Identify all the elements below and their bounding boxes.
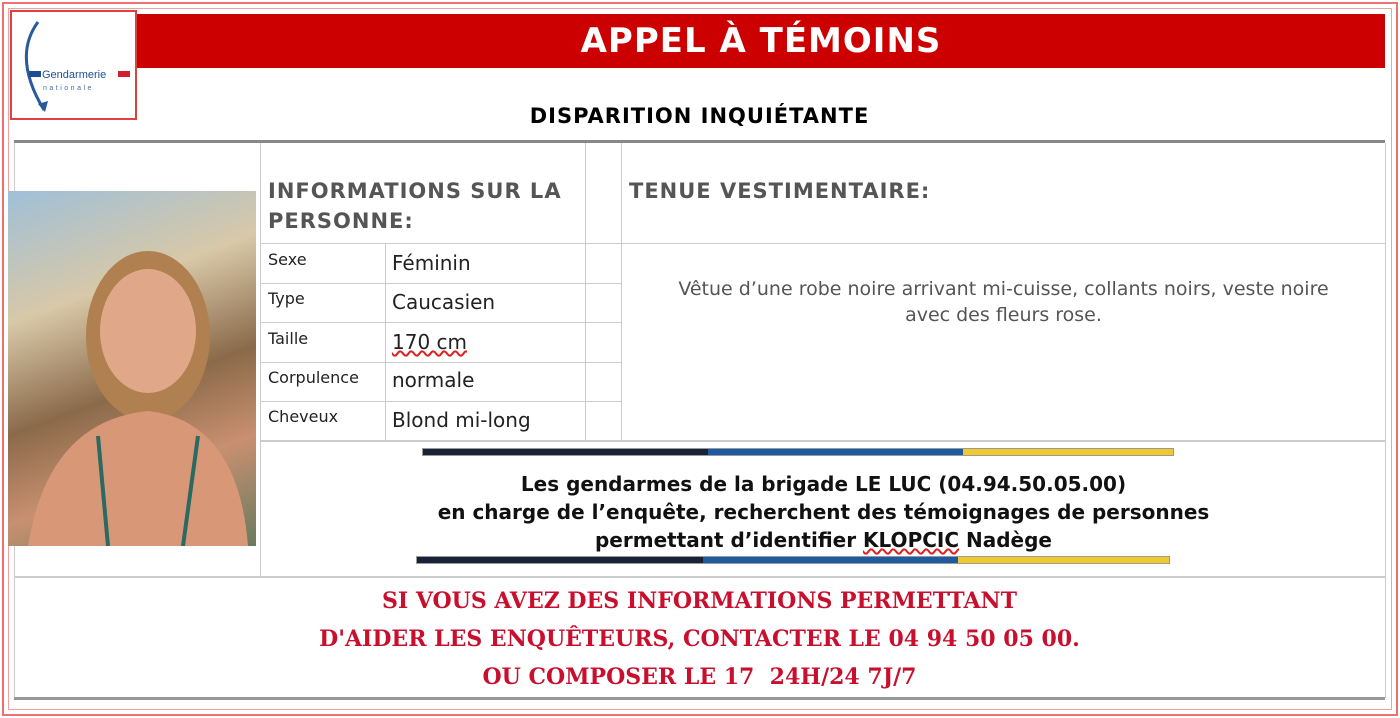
clothing-text: Vêtue d’une robe noire arrivant mi-cuisse, collants noirs, veste noire avec des fleurs rose. <box>678 278 1329 326</box>
divider <box>14 140 1385 143</box>
label-sexe: Sexe <box>268 250 307 269</box>
cta-line-3: OU COMPOSER LE 17 24H/24 7J/7 <box>482 664 917 690</box>
info-header: INFORMATIONS SUR LA PERSONNE: <box>268 179 562 233</box>
divider <box>1385 143 1386 698</box>
divider <box>260 283 621 284</box>
divider <box>585 143 586 440</box>
person-surname: KLOPCIC <box>863 528 960 552</box>
value-cheveux: Blond mi-long <box>392 408 531 432</box>
divider <box>260 143 261 576</box>
divider <box>260 362 621 363</box>
message-line-3 <box>262 526 1385 554</box>
divider <box>260 243 1385 244</box>
divider <box>260 322 621 323</box>
divider <box>14 697 1385 700</box>
cta-line-2: D'AIDER LES ENQUÊTEURS, CONTACTER LE 04 94 50 05 00. <box>319 626 1080 652</box>
cta-line-1: SI VOUS AVEZ DES INFORMATIONS PERMETTANT <box>381 588 1018 614</box>
svg-text:nationale: nationale <box>43 85 94 92</box>
divider <box>260 440 1385 442</box>
message-line-3-prefix: permettant d’identifier <box>594 528 864 552</box>
message-line-2: en charge de l’enquête, recherchent des témoignages de personnes <box>437 500 1210 524</box>
page-title: APPEL À TÉMOINS <box>137 14 1385 68</box>
message-line-1: Les gendarmes de la brigade LE LUC (04.94.50.05.00) <box>520 472 1127 496</box>
label-taille: Taille <box>268 329 309 348</box>
divider <box>260 401 621 402</box>
value-type: Caucasien <box>392 290 496 314</box>
value-corpulence: normale <box>392 368 475 392</box>
call-to-action <box>14 582 1385 696</box>
tricolor-bar-top <box>422 448 1174 456</box>
label-type: Type <box>268 289 305 308</box>
value-taille: 170 cm <box>392 330 468 354</box>
tricolor-bar-bottom <box>416 556 1170 564</box>
label-cheveux: Cheveux <box>268 407 339 426</box>
value-sexe: Féminin <box>392 251 471 275</box>
person-photo <box>8 191 256 546</box>
divider <box>385 243 386 440</box>
divider <box>14 576 1385 578</box>
investigation-message <box>262 470 1385 554</box>
label-corpulence: Corpulence <box>268 368 359 387</box>
subtitle: DISPARITION INQUIÉTANTE <box>529 104 870 128</box>
person-firstname: Nadège <box>959 528 1052 552</box>
clothing-header: TENUE VESTIMENTAIRE: <box>629 179 931 203</box>
svg-text:Gendarmerie: Gendarmerie <box>42 69 107 81</box>
clothing-description <box>622 276 1385 328</box>
